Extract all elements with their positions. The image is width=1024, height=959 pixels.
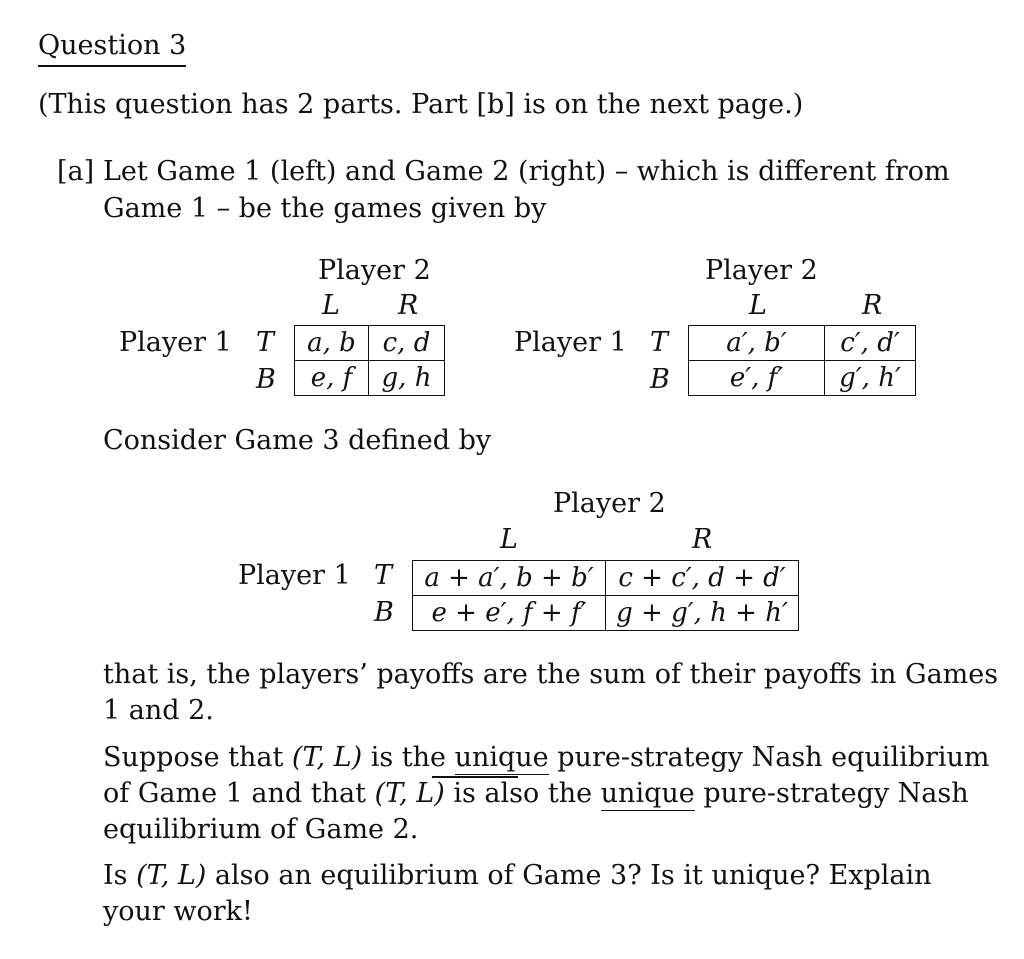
- table-row: [295, 361, 445, 396]
- question-line1: [103, 858, 932, 894]
- game3-row-label-b: B: [374, 597, 394, 628]
- game3-cell-bl: e + e′, f + f′: [413, 596, 606, 631]
- game3-cell-br: g + g′, h + h′: [606, 596, 799, 631]
- suppose-line2-pre: of Game 1 and that: [103, 778, 366, 809]
- game1-cell-br: g, h: [369, 361, 445, 396]
- table-row: [413, 596, 799, 631]
- game3-cell-tl: a + a′, b + b′: [413, 561, 606, 596]
- table-row: [689, 361, 916, 396]
- game2-payoff-table: [688, 325, 916, 396]
- game2-col-label-l: L: [749, 290, 767, 321]
- game3-payoff-table: [412, 560, 799, 631]
- game1-player2-label: Player 2: [318, 255, 431, 286]
- question-line1-pre: Is: [103, 860, 128, 891]
- question-line1-math: (T, L): [136, 860, 207, 891]
- game3-player2-label: Player 2: [553, 488, 666, 519]
- game2-cell-tr: c′, d′: [825, 326, 916, 361]
- game1-cell-tl: a, b: [295, 326, 369, 361]
- game1-player1-label: Player 1: [119, 327, 232, 358]
- game1-col-label-l: L: [322, 290, 340, 321]
- game2-cell-tl: a′, b′: [689, 326, 825, 361]
- question-title: Question 3: [38, 28, 186, 67]
- game2-cell-bl: e′, f′: [689, 361, 825, 396]
- game2-player1-label: Player 1: [514, 327, 627, 358]
- game2-row-label-t: T: [650, 327, 669, 358]
- table-row: [413, 561, 799, 596]
- game2-row-label-b: B: [650, 364, 670, 395]
- game1-cell-tr: c, d: [369, 326, 445, 361]
- suppose-line1: [103, 740, 990, 776]
- table-row: [295, 326, 445, 361]
- suppose-line2-mid: is also the: [453, 778, 593, 809]
- game1-row-label-b: B: [256, 364, 276, 395]
- suppose-line3: equilibrium of Game 2.: [103, 814, 419, 845]
- game1-payoff-table: [294, 325, 445, 396]
- suppose-line2: [103, 776, 969, 812]
- game3-player1-label: Player 1: [238, 560, 351, 591]
- game1-row-label-t: T: [256, 327, 275, 358]
- game1-cell-bl: e, f: [295, 361, 369, 396]
- table-row: [689, 326, 916, 361]
- sum-text-line2: 1 and 2.: [103, 695, 214, 726]
- game3-row-label-t: T: [374, 560, 393, 591]
- suppose-line1-mid: is the: [370, 742, 446, 773]
- suppose-line1-underlined: unique: [454, 742, 549, 773]
- game1-col-label-r: R: [398, 290, 419, 321]
- game2-col-label-r: R: [862, 290, 883, 321]
- game3-col-label-l: L: [500, 524, 518, 555]
- game3-col-label-r: R: [692, 524, 713, 555]
- part-a-label: [a]: [57, 156, 95, 187]
- part-a-line2: Game 1 – be the games given by: [103, 193, 547, 224]
- suppose-line2-post: pure-strategy Nash: [703, 778, 969, 809]
- suppose-line1-math: (T, L): [291, 742, 363, 773]
- game3-cell-tr: c + c′, d + d′: [606, 561, 799, 596]
- sum-text-line1: that is, the players’ payoffs are the sum of their payoffs in Games: [103, 659, 999, 690]
- suppose-line1-post: pure-strategy Nash equilibrium: [557, 742, 990, 773]
- part-a-line1: Let Game 1 (left) and Game 2 (right) – which is different from: [103, 156, 950, 187]
- consider-text: Consider Game 3 defined by: [103, 425, 492, 456]
- question-intro: (This question has 2 parts. Part [b] is on the next page.): [38, 89, 804, 120]
- suppose-line1-pre: Suppose that: [103, 742, 284, 773]
- suppose-line2-underlined: unique: [600, 778, 695, 809]
- question-line1-post: also an equilibrium of Game 3? Is it unique? Explain: [214, 860, 932, 891]
- game2-cell-br: g′, h′: [825, 361, 916, 396]
- question-line2: your work!: [103, 896, 253, 927]
- suppose-line2-math: (T, L): [374, 778, 445, 809]
- game2-player2-label: Player 2: [705, 255, 818, 286]
